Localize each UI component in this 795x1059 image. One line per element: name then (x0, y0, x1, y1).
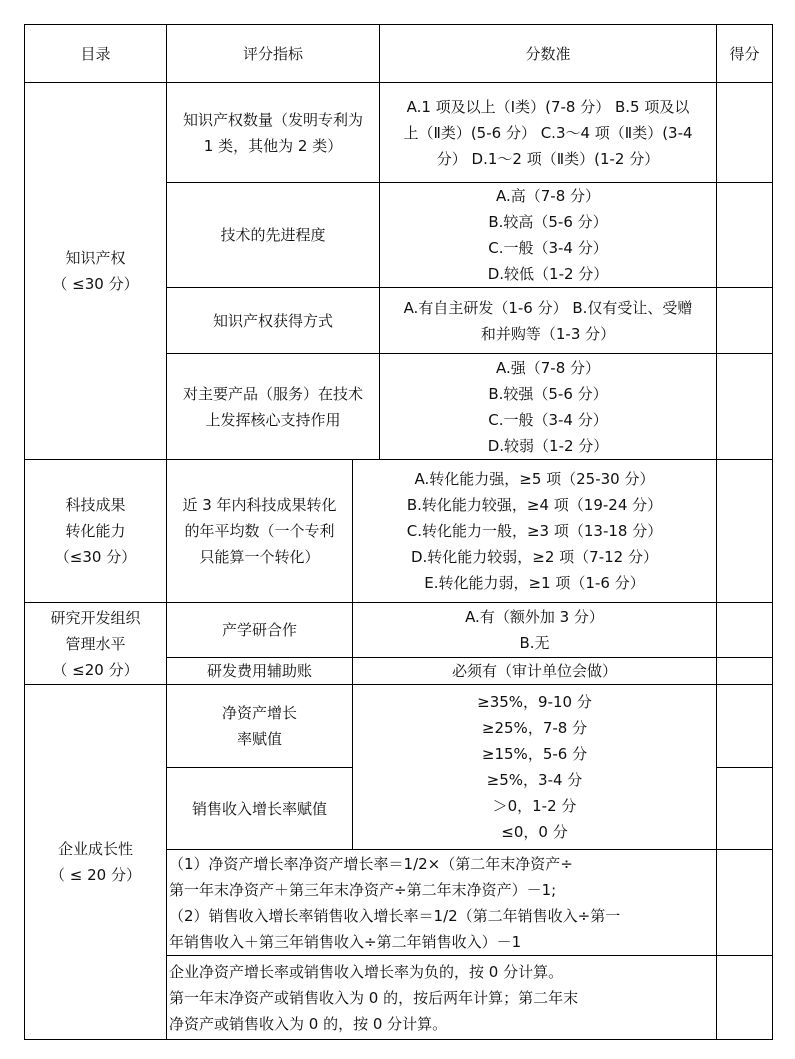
criteria-ip-quantity: A.1 项及以上（Ⅰ类）(7-8 分） B.5 项及以 上（Ⅱ类）(5-6 分） C.3～4 项（Ⅱ类）(3-4 分） D.1～2 项（Ⅱ类）(1-2 分） (403, 97, 693, 168)
indicator-ip-acquisition: 知识产权获得方式 (212, 311, 333, 330)
category-growth: 企业成长性 （ ≤ 20 分） (50, 840, 141, 884)
border-right (772, 24, 773, 1040)
growth-formula: （1）净资产增长率净资产增长率＝1/2×（第二年末净资产÷ 第一年末净资产＋第三年末净资产÷第二年末净资产）－1; （2）销售收入增长率销售收入增长率＝1/2（第二年销售收入÷第一 年销售收入＋第三年销售收入÷第二年销售收入）－1 (169, 854, 621, 951)
header-criteria: 分数准 (525, 44, 571, 63)
header-score: 得分 (729, 44, 760, 63)
border-bottom (24, 1039, 773, 1040)
criteria-tech-advancement: A.高（7-8 分） B.较高（5-6 分） C.一般（3-4 分） D.较低（1-2 分） (487, 187, 609, 283)
category-tech-transfer: 科技成果 转化能力 （≤30 分） (54, 496, 137, 566)
criteria-core-support: A.强（7-8 分） B.较强（5-6 分） C.一般（3-4 分） D.较弱（1-2 分） (487, 358, 609, 455)
criteria-ip-acquisition: A.有自主研发（1-6 分） B.仅有受让、受赠 和并购等（1-3 分） (403, 298, 693, 343)
criteria-industry-university: A.有（额外加 3 分） B.无 (465, 608, 604, 652)
growth-note: 企业净资产增长率或销售收入增长率为负的，按 0 分计算。 第一年末净资产或销售收入为 0 的，按后两年计算；第二年末 净资产或销售收入为 0 的，按 0 分计算。 (169, 962, 579, 1033)
indicator-ip-quantity: 知识产权数量（发明专利为 1 类，其他为 2 类） (182, 110, 363, 155)
indicator-sales-growth: 销售收入增长率赋值 (191, 799, 327, 818)
criteria-growth: ≥35%，9-10 分 ≥25%，7-8 分 ≥15%，5-6 分 ≥5%，3-4 分 ＞0，1-2 分 ≤0，0 分 (477, 693, 592, 841)
category-ip: 知识产权 （ ≤30 分） (52, 249, 139, 293)
indicator-tech-transfer: 近 3 年内科技成果转化 的年平均数（一个专利 只能算一个转化） (182, 496, 337, 566)
category-rd-management: 研究开发组织 管理水平 （ ≤20 分） (50, 608, 141, 679)
col-divider (716, 24, 717, 1040)
criteria-tech-transfer: A.转化能力强，≥5 项（25-30 分） B.转化能力较强，≥4 项（19-24 分） C.转化能力一般，≥3 项（13-18 分） D.转化能力较弱，≥2 项（7-12 分） E.转化能力弱，≥1 项（1-6 分） (406, 470, 663, 592)
criteria-rd-ledger: 必须有（审计单位会做） (451, 662, 617, 680)
header-catalog: 目录 (80, 44, 111, 63)
indicator-industry-university: 产学研合作 (221, 621, 297, 639)
divider (716, 767, 773, 768)
indicator-net-asset-growth: 净资产增长 率赋值 (221, 704, 297, 748)
indicator-tech-advancement: 技术的先进程度 (220, 226, 326, 244)
indicator-core-support: 对主要产品（服务）在技术 上发挥核心支持作用 (182, 384, 363, 429)
header-indicator: 评分指标 (242, 44, 303, 63)
indicator-rd-ledger: 研发费用辅助账 (206, 662, 312, 680)
